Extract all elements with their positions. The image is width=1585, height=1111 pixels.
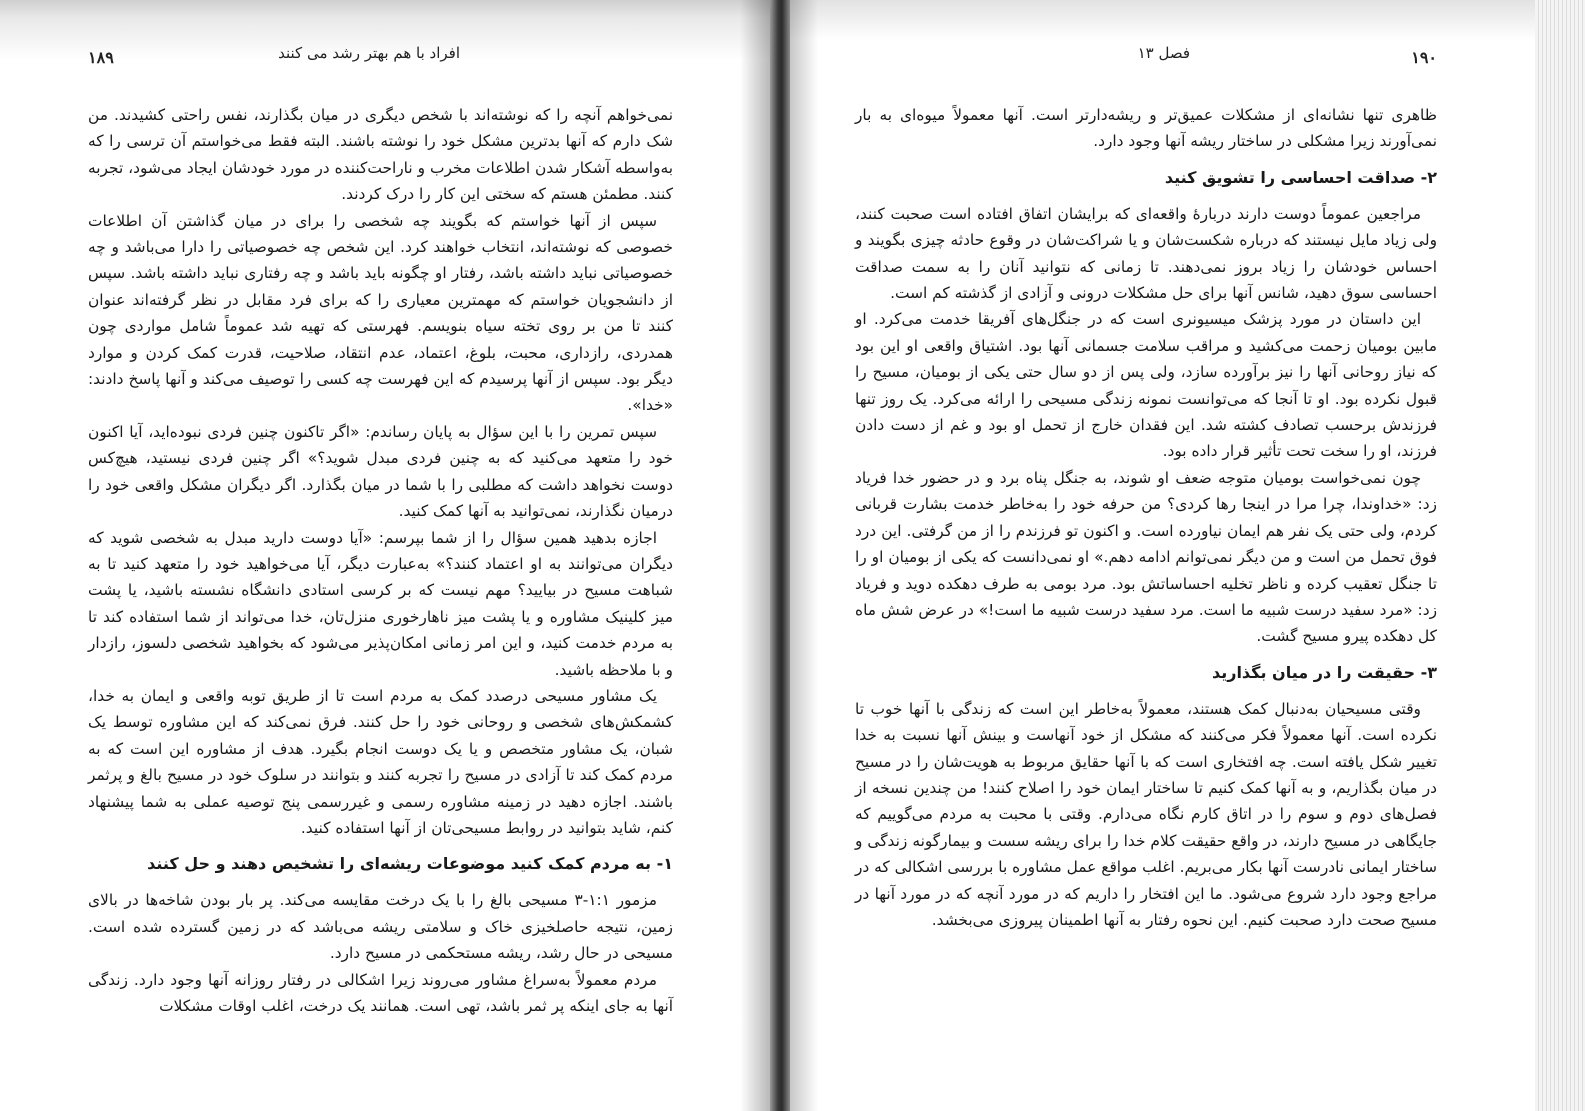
paragraph: چون نمی‌خواست بومیان متوجه ضعف او شوند، به جنگل پناه برد و در حضور خدا فریاد زد: «خداوندا، چرا مرا در اینجا رها کردی؟ من حرفه خود را به‌خاطر خدمت بشارت قربانی کردم، ولی حتی یک نفر هم ایمان نیاورده است. و اکنون تو فرزندم را از من گرفتی. این درد فوق تحمل من است و من دیگر نمی‌توانم ادامه دهم.» او نمی‌دانست که یکی از بومیان او را تا جنگل تعقیب کرده و ناظر تخلیه احساساتش بود. مرد بومی به طرف دهکده دوید و فریاد زد: «مرد سفید درست شبیه ما است. مرد سفید درست شبیه ما است!» در عرض شش ماه کل دهکده پیرو مسیح گشت. xyxy=(855,468,1437,646)
paragraph: سپس از آنها خواستم که بگویند چه شخصی را برای در میان گذاشتن آن اطلاعات خصوصی که نوشته‌اند، انتخاب خواهند کرد. این شخص چه خصوصیاتی را دارا می‌باشد و چه خصوصیاتی نباید داشته باشد، رفتار او چگونه باید باشد و چه رفتاری نباید داشته باشد. سپس از دانشجویان خواستم که مهمترین معیاری را که برای فرد مقابل در نظر گرفته‌اند عنوان کنند تا من بر روی تخته سیاه بنویسم. فهرستی که تهیه شد عموماً شامل مواردی چون همدردی، رازداری، محبت، بلوغ، اعتماد، عدم انتقاد، صلاحیت، قدرت کمک کردن و موارد دیگر بود. سپس از آنها پرسیدم که این فهرست چه کسی را توصیف می‌کند و آنها پاسخ دادند: «خدا». xyxy=(88,211,673,415)
section-heading: ۲- صداقت احساسی را تشویق کنید xyxy=(1164,167,1437,187)
body-text xyxy=(88,102,673,1019)
left-page xyxy=(0,0,770,1111)
paragraph: نمی‌خواهم آنچه را که نوشته‌اند با شخص دیگری در میان بگذارند، نفس راحتی کشیدند. من شک دارم که آنها بدترین مشکل خود را نوشته باشند. البته فقط می‌خواستم آن ترسی را که به‌واسطه آشکار شدن اطلاعات مخرب و ناراحت‌کننده در مورد خودشان ایجاد می‌شود، تجربه کنند. مطمئن هستم که سختی این کار را درک کردند. xyxy=(88,106,673,204)
paragraph: وقتی مسیحیان به‌دنبال کمک هستند، معمولاً به‌خاطر این است که زندگی با آنها خوب تا نکرده است. آنها معمولاً فکر می‌کنند که مشکل از خود آنهاست و بینش آنها نسبت به خدا تغییر شکل یافته است. چه افتخاری است که با آنها حقایق مربوط به هویت‌شان را در مسیح در میان بگذاریم، و به آنها کمک کنیم تا ساختار ایمان خود را اصلاح کنند! من چندین نسخه از فصل‌های دوم و سوم را در اتاق کارم نگاه می‌دارم. وقتی با محبت به مردم می‌گوییم که جایگاهی در مسیح دارند، در واقع حقیقت کلام خدا را برای ریشه سست و بیمارگونه زندگی و ساختار ایمانی نادرست آنها بکار می‌بریم. اغلب مواقع عمل مشاوره با بررسی اشکالی که در مراجع وجود دارد شروع می‌شود. ما این افتخار را داریم که در مورد آنچه که در مورد آنها در مسیح صحت دارد صحبت کنیم. این نحوه رفتار به آنها اطمینان پیروزی می‌بخشد. xyxy=(855,699,1437,929)
right-page xyxy=(790,0,1585,1111)
paragraph: اجازه بدهید همین سؤال را از شما بپرسم: «آیا دوست دارید مبدل به شخصی شوید که دیگران می‌توانند به او اعتماد کنند؟» به‌عبارت دیگر، آیا می‌خواهید خود را متعهد کنید تا به شباهت مسیح در بیایید؟ مهم نیست که بر کرسی استادی دانشگاه نشسته باشید، یا پشت میز کلینیک مشاوره و یا پشت میز ناهارخوری منزل‌تان، خدا می‌تواند از شما استفاده کند تا به مردم خدمت کنید، و این امر زمانی امکان‌پذیر می‌شود که بخواهید شخصی دلسوز، رازدار و با ملاحظه باشید. xyxy=(88,528,673,679)
running-head: افراد با هم بهتر رشد می کنند xyxy=(278,44,460,62)
paragraph: این داستان در مورد پزشک میسیونری است که در جنگل‌های آفریقا خدمت می‌کرد. او مابین بومیان زحمت می‌کشید و مراقب سلامت جسمانی آنها بود. اشتیاق واقعی او این بود که نیاز روحانی آنها را نیز برآورده سازد، ولی پس از دو سال حتی یکی از بومیان، مسیح را قبول نکرده بود. او تا آنجا که می‌توانست نمونه زندگی مسیحی را ارائه می‌کرد. یک روز تنها فرزندش برحسب تصادف کشته شد. این فقدان خارج از تحمل او بود و غم از دست دادن فرزند، او را سخت تحت تأثیر قرار داده بود. xyxy=(855,310,1437,461)
paragraph: ظاهری تنها نشانه‌ای از مشکلات عمیق‌تر و ریشه‌دارتر است. آنها معمولاً میوه‌ای به بار نمی‌آورند زیرا مشکلی در ساختار ریشه آنها وجود دارد. xyxy=(855,106,1437,151)
body-text xyxy=(855,102,1437,933)
section-heading: ۳- حقیقت را در میان بگذارید xyxy=(1211,662,1437,682)
page-number: ۱۸۹ xyxy=(88,48,114,67)
paragraph: مزمور ۱:۱-۳ مسیحی بالغ را با یک درخت مقایسه می‌کند. پر بار بودن شاخه‌ها در بالای زمین، نتیجه حاصلخیزی خاک و سلامتی ریشه می‌باشد که در زمین گسترده شده است. مسیحی در حال رشد، ریشه مستحکمی در مسیح دارد. xyxy=(88,891,673,963)
paragraph: یک مشاور مسیحی درصدد کمک به مردم است تا از طریق توبه واقعی و ایمان به خدا، کشمکش‌های شخصی و روحانی خود را حل کنند. فرق نمی‌کند که این مشاوره توسط یک شبان، یک مشاور متخصص و یا یک دوست انجام بگیرد. هدف از مشاوره این است که به مردم کمک کند تا آزادی در مسیح را تجربه کنند و بتوانند در سلوک خود در مسیح بالغ و پرثمر باشند. اجازه دهید در زمینه مشاوره رسمی و غیررسمی پنج توصیه عملی به شما پیشنهاد کنم، شاید بتوانید در روابط مسیحی‌تان از آنها استفاده کنید. xyxy=(88,686,673,837)
paragraph: سپس تمرین را با این سؤال به پایان رساندم: «اگر تاکنون چنین فردی نبوده‌اید، آیا اکنون خود را متعهد می‌کنید که به چنین فردی مبدل شوید؟» اگر چنین فردی نیستید، هیچ‌کس دوست نخواهد داشت که مطلبی را با شما در میان بگذارد. اگر دیگران مشکل واقعی خود را درمیان نگذارند، نمی‌توانید به آنها کمک کنید. xyxy=(88,422,673,521)
paragraph: مردم معمولاً به‌سراغ مشاور می‌روند زیرا اشکالی در رفتار روزانه آنها وجود دارد. زندگی آنها به جای اینکه پر ثمر باشد، تهی است. همانند یک درخت، اغلب اوقات مشکلات xyxy=(88,970,673,1015)
paragraph: مراجعین عموماً دوست دارند دربارهٔ واقعه‌ای که برایشان اتفاق افتاده است صحبت کنند، ولی زیاد مایل نیستند که درباره شکست‌شان و یا شراکت‌شان در وقوع حادثه چیزی بگویند و احساس خودشان را زیاد بروز نمی‌دهند. تا زمانی که نتوانید آنان را به سمت صداقت احساسی سوق دهید، شانس آنها برای حل مشکلات درونی و آزادی از گذشته کم است. xyxy=(855,204,1437,303)
book-gutter xyxy=(770,0,790,1111)
section-heading: ۱- به مردم کمک کنید موضوعات ریشه‌ای را تشخیص دهند و حل کنند xyxy=(147,854,673,874)
page-number: ۱۹۰ xyxy=(1411,48,1437,67)
running-head: فصل ۱۳ xyxy=(1137,44,1190,62)
